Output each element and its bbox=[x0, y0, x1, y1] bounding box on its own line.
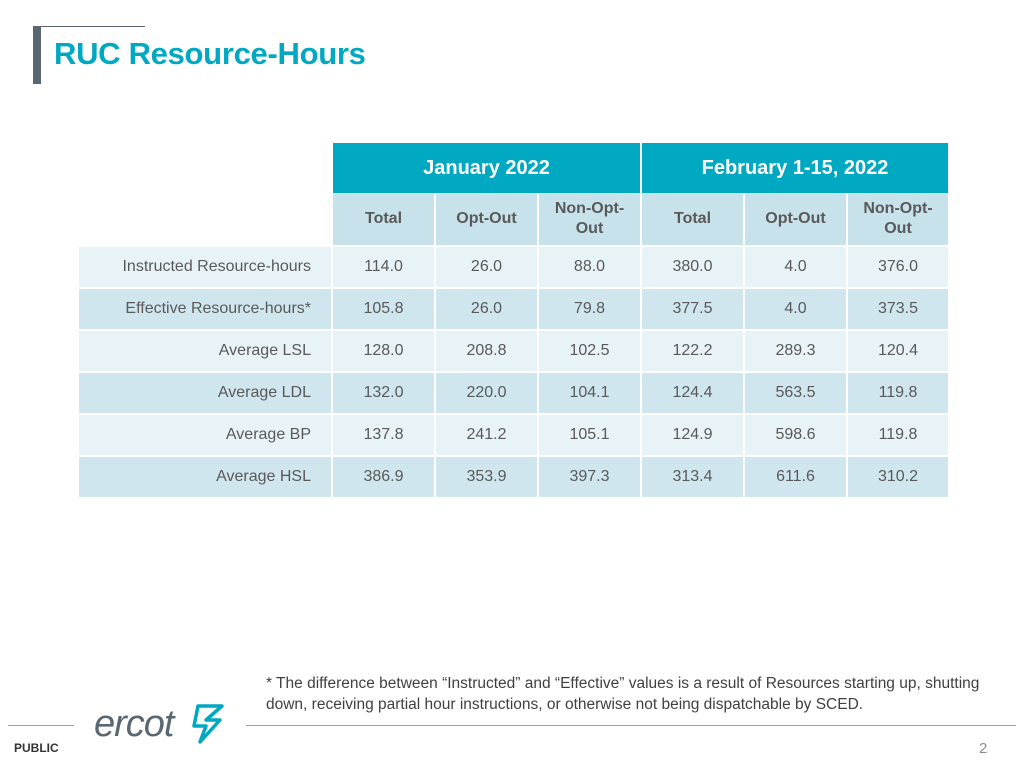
table-cell: 105.1 bbox=[538, 414, 641, 456]
title-accent-rule bbox=[41, 26, 145, 27]
resource-hours-table bbox=[77, 143, 950, 499]
footnote: * The difference between “Instructed” and “Effective” values is a result of Resources starting up, shutting down, receiving partial hour instructions, or otherwise not being dispatchable by SCED. bbox=[266, 675, 980, 713]
table-cell: 220.0 bbox=[435, 372, 538, 414]
table-cell: 79.8 bbox=[538, 288, 641, 330]
table-cell: 310.2 bbox=[847, 456, 949, 498]
table-cell: 120.4 bbox=[847, 330, 949, 372]
table-row bbox=[78, 330, 949, 372]
table-cell: 128.0 bbox=[332, 330, 435, 372]
table-row bbox=[78, 372, 949, 414]
row-label: Average LSL bbox=[78, 330, 332, 372]
table-cell: 313.4 bbox=[641, 456, 744, 498]
group-header-january: January 2022 bbox=[332, 143, 641, 193]
table-row bbox=[78, 414, 949, 456]
table-cell: 132.0 bbox=[332, 372, 435, 414]
table-cell: 4.0 bbox=[744, 288, 847, 330]
subheader-jan-opt-out: Opt-Out bbox=[435, 193, 538, 246]
table-cell: 122.2 bbox=[641, 330, 744, 372]
table-row bbox=[78, 288, 949, 330]
classification-label: PUBLIC bbox=[14, 741, 59, 755]
row-label: Average BP bbox=[78, 414, 332, 456]
table-cell: 289.3 bbox=[744, 330, 847, 372]
table-cell: 4.0 bbox=[744, 246, 847, 288]
table-cell: 376.0 bbox=[847, 246, 949, 288]
table-cell: 380.0 bbox=[641, 246, 744, 288]
table-cell: 397.3 bbox=[538, 456, 641, 498]
table-cell: 26.0 bbox=[435, 246, 538, 288]
table-cell: 124.4 bbox=[641, 372, 744, 414]
ercot-logo-text: ercot bbox=[94, 703, 174, 745]
table-cell: 102.5 bbox=[538, 330, 641, 372]
table-cell: 377.5 bbox=[641, 288, 744, 330]
table-cell: 137.8 bbox=[332, 414, 435, 456]
title-accent-bar bbox=[33, 26, 41, 84]
table-cell: 119.8 bbox=[847, 414, 949, 456]
ercot-logo bbox=[94, 698, 228, 752]
subheader-feb-non-opt-out: Non-Opt- Out bbox=[847, 193, 949, 246]
texas-bolt-icon bbox=[194, 706, 222, 742]
table-cell: 208.8 bbox=[435, 330, 538, 372]
row-label: Average HSL bbox=[78, 456, 332, 498]
table-cell: 353.9 bbox=[435, 456, 538, 498]
table-cell: 26.0 bbox=[435, 288, 538, 330]
table-cell: 88.0 bbox=[538, 246, 641, 288]
row-label: Average LDL bbox=[78, 372, 332, 414]
row-label: Effective Resource-hours* bbox=[78, 288, 332, 330]
table-cell: 386.9 bbox=[332, 456, 435, 498]
table-cell: 119.8 bbox=[847, 372, 949, 414]
table-corner-blank bbox=[78, 143, 332, 193]
table-cell: 105.8 bbox=[332, 288, 435, 330]
table-row bbox=[78, 246, 949, 288]
table-corner-blank-2 bbox=[78, 193, 332, 246]
table-cell: 124.9 bbox=[641, 414, 744, 456]
subheader-feb-total: Total bbox=[641, 193, 744, 246]
page-title: RUC Resource-Hours bbox=[54, 36, 366, 71]
footer-divider-right bbox=[246, 725, 1016, 726]
table-row bbox=[78, 456, 949, 498]
table-cell: 563.5 bbox=[744, 372, 847, 414]
table-cell: 373.5 bbox=[847, 288, 949, 330]
table-cell: 104.1 bbox=[538, 372, 641, 414]
page-number: 2 bbox=[979, 740, 988, 757]
table-cell: 598.6 bbox=[744, 414, 847, 456]
table-cell: 114.0 bbox=[332, 246, 435, 288]
footer-divider-left bbox=[8, 725, 74, 726]
table-cell: 241.2 bbox=[435, 414, 538, 456]
table-cell: 611.6 bbox=[744, 456, 847, 498]
subheader-jan-total: Total bbox=[332, 193, 435, 246]
subheader-jan-non-opt-out: Non-Opt- Out bbox=[538, 193, 641, 246]
row-label: Instructed Resource-hours bbox=[78, 246, 332, 288]
subheader-feb-opt-out: Opt-Out bbox=[744, 193, 847, 246]
group-header-february: February 1-15, 2022 bbox=[641, 143, 949, 193]
